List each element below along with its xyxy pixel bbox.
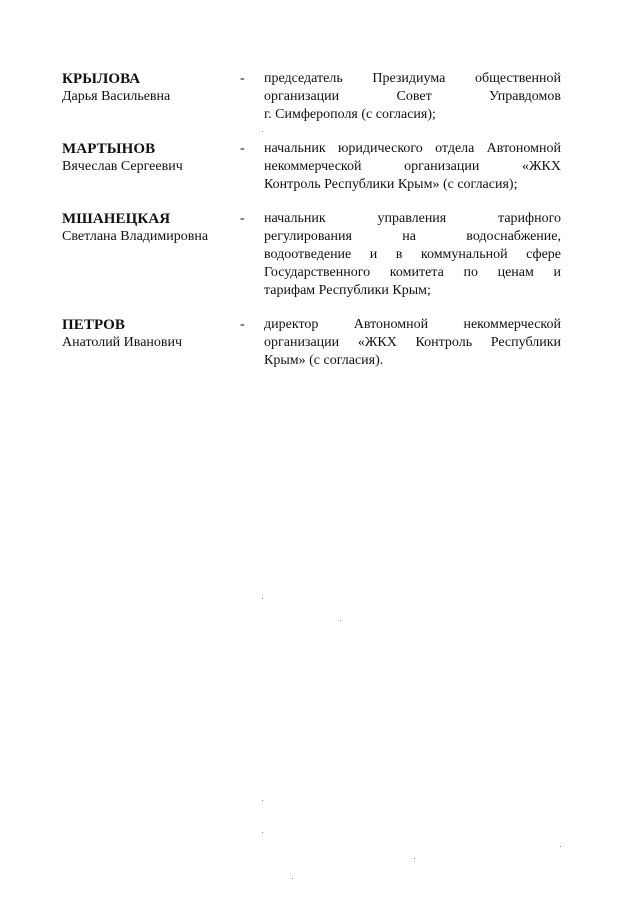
- member-name-block: [62, 140, 237, 176]
- scan-speck: [560, 846, 561, 847]
- scan-speck: [262, 832, 263, 833]
- scan-speck: [340, 620, 341, 621]
- member-given-names: Анатолий Иванович: [62, 335, 183, 350]
- scan-speck: [414, 858, 415, 859]
- member-surname: МАРТЫНОВ: [62, 141, 156, 157]
- member-description: [264, 70, 561, 124]
- scan-speck: [262, 800, 263, 801]
- member-dash: -: [240, 317, 245, 332]
- member-given-names: Вячеслав Сергеевич: [62, 159, 183, 174]
- description-line: г. Симферополя (с согласия);: [264, 107, 436, 122]
- member-given-names: Дарья Васильевна: [62, 89, 171, 104]
- description-line: начальник управления тарифного: [264, 211, 561, 226]
- scan-speck: [292, 878, 293, 879]
- description-line: регулирования на водоснабжение,: [264, 229, 561, 244]
- description-line: Крым» (с согласия).: [264, 353, 384, 368]
- description-line: председатель Президиума общественной: [264, 71, 561, 86]
- member-description: [264, 316, 561, 370]
- member-name-block: [62, 210, 237, 246]
- member-description: [264, 210, 561, 300]
- description-line: некоммерческой организации «ЖКХ: [264, 159, 561, 174]
- description-line: Государственного комитета по ценам и: [264, 265, 561, 280]
- member-name-block: [62, 316, 237, 352]
- description-line: начальник юридического отдела Автономной: [264, 141, 561, 156]
- description-line: водоотведение и в коммунальной сфере: [264, 247, 561, 262]
- member-dash: -: [240, 141, 245, 156]
- scan-speck: [262, 131, 263, 132]
- description-line: директор Автономной некоммерческой: [264, 317, 561, 332]
- member-description: [264, 140, 561, 194]
- description-line: организации «ЖКХ Контроль Республики: [264, 335, 561, 350]
- member-name-block: [62, 70, 237, 106]
- member-surname: ПЕТРОВ: [62, 317, 126, 333]
- description-line: тарифам Республики Крым;: [264, 283, 431, 298]
- member-surname: МШАНЕЦКАЯ: [62, 211, 171, 227]
- scan-speck: [262, 598, 263, 599]
- member-given-names: Светлана Владимировна: [62, 229, 209, 244]
- description-line: организации Совет Управдомов: [264, 89, 561, 104]
- member-dash: -: [240, 71, 245, 86]
- description-line: Контроль Республики Крым» (с согласия);: [264, 177, 518, 192]
- member-dash: -: [240, 211, 245, 226]
- member-surname: КРЫЛОВА: [62, 71, 141, 87]
